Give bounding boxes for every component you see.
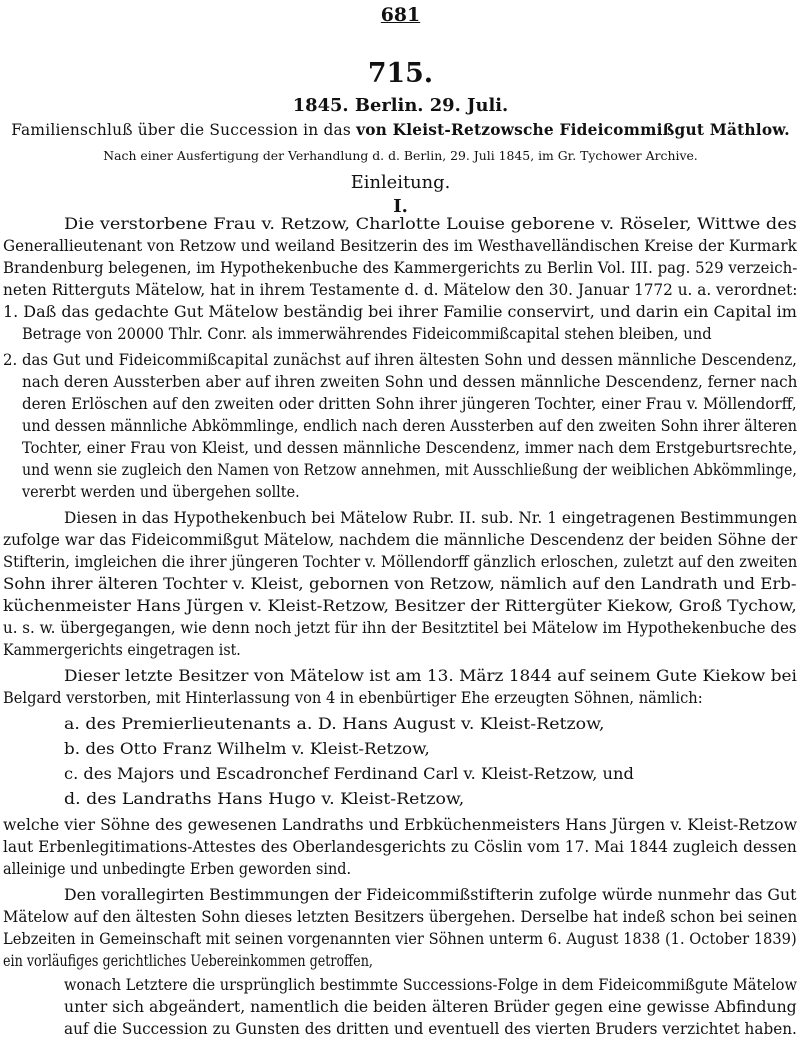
list-item: b. des Otto Franz Wilhelm v. Kleist-Retzow, (64, 740, 430, 758)
title-text: Familienschluß über die Succession in das (11, 121, 351, 139)
text-line: Dieser letzte Besitzer von Mätelow ist am 13. März 1844 auf seinem Gute Kiekow bei (64, 667, 797, 685)
text-line: u. s. w. übergegangen, wie denn noch jetzt für ihn der Besitztitel bei Mätelow im Hypothekenbuche des (3, 619, 797, 637)
text-line: wonach Letztere die ursprünglich bestimmte Successions-Folge in dem Fideicommißgute Mätelow (64, 976, 797, 994)
text-line: Diesen in das Hypothekenbuch bei Mätelow Rubr. II. sub. Nr. 1 eingetragenen Bestimmungen (64, 509, 798, 527)
text-line: Die verstorbene Frau v. Retzow, Charlotte Louise geborene v. Röseler, Wittwe des (64, 215, 797, 233)
text-line: alleinige und unbedingte Erben geworden sind. (3, 860, 352, 878)
source-note: Nach einer Ausfertigung der Verhandlung d. d. Berlin, 29. Juli 1845, im Gr. Tychower Archive. (103, 148, 698, 163)
section-number: I. (393, 196, 408, 217)
text-line: unter sich abgeändert, namentlich die beiden älteren Brüder gegen eine gewisse Abfindung (64, 998, 797, 1016)
text-line: küchenmeister Hans Jürgen v. Kleist-Retzow, Besitzer der Rittergüter Kiekow, Groß Tychow, (3, 597, 797, 615)
text-line: Den voralleg​irten Bestimmungen der Fideicommißstifterin zufolge würde nunmehr das Gut (64, 886, 797, 904)
document-title (3, 120, 798, 139)
list-item: c. des Majors und Escadronchef Ferdinand Carl v. Kleist-Retzow, und (64, 765, 634, 783)
text-line: 2. das Gut und Fideicommißcapital zunächst auf ihren ältesten Sohn und dessen männliche Descendenz, (3, 351, 797, 369)
text-line: Brandenburg belegenen, im Hypothekenbuche des Kammergerichts zu Berlin Vol. III. pag. 529 verzeich- (3, 259, 798, 277)
text-line: 1. Daß das gedachte Gut Mätelow beständig bei ihrer Familie conservirt, und darin ein Capital im (3, 303, 797, 321)
text-line: nach deren Aussterben aber auf ihren zweiten Sohn und dessen männliche Descendenz, ferner nach (22, 373, 798, 391)
text-line: zufolge war das Fideicommißgut Mätelow, nachdem die männliche Descendenz der beiden Söhne der (3, 531, 798, 549)
text-line: Kammergerichts eingetragen ist. (3, 641, 241, 659)
title-estate-name: von Kleist-Retzowsche Fideicommißgut Mäthlow. (356, 120, 790, 139)
text-line: Betrage von 20000 Thlr. Conr. als immerwährendes Fideicommißcapital stehen bleiben, und (22, 325, 712, 343)
section-heading: Einleitung. (350, 172, 451, 193)
text-line: Lebzeiten in Gemeinschaft mit seinen vorgenannten vier Söhnen unterm 6. August 1838 (1. October 1839) (3, 930, 797, 948)
text-line: neten Ritterguts Mätelow, hat in ihrem Testamente d. d. Mätelow den 30. Januar 1772 u. a. verordnet: (3, 281, 798, 299)
text-line: vererbt werden und übergehen sollte. (22, 483, 300, 501)
text-line: auf die Succession zu Gunsten des dritten und eventuell des vierten Bruders verzichtet haben. (64, 1020, 797, 1038)
document-number: 715. (367, 58, 434, 89)
list-item: d. des Landraths Hans Hugo v. Kleist-Retzow, (64, 790, 465, 808)
text-line: laut Erbenlegitimations-Attestes des Oberlandesgerichts zu Cöslin vom 17. Mai 1844 zugleich dessen (3, 838, 797, 856)
text-line: Tochter, einer Frau von Kleist, und dessen männliche Descendenz, immer nach dem Erstgeburtsrechte, (22, 439, 798, 457)
text-line: Stifterin, imgleichen die ihrer jüngeren Tochter v. Möllendorff gänzlich erloschen, zuletzt auf den zweiten (3, 553, 798, 571)
text-line: deren Erlöschen auf den zweiten oder dritten Sohn ihrer jüngeren Tochter, einer Frau v. Möllendorff, (22, 395, 797, 413)
list-item: a. des Premierlieutenants a. D. Hans August v. Kleist-Retzow, (64, 715, 605, 733)
page-number: 681 (380, 4, 421, 26)
text-line: und dessen männliche Abkömmlinge, endlich nach deren Aussterben auf den zweiten Sohn ihrer älteren (22, 417, 798, 435)
text-line: Sohn ihrer älteren Tochter v. Kleist, gebornen von Retzow, nämlich auf den Landrath und Erb- (3, 575, 797, 593)
text-line: welche vier Söhne des gewesenen Landraths und Erbküchenmeisters Hans Jürgen v. Kleist-Retzow (3, 816, 798, 834)
text-line: Belgard verstorben, mit Hinterlassung von 4 in ebenbürtiger Ehe erzeugten Söhnen, nämlich: (3, 689, 703, 707)
text-line: und wenn sie zugleich den Namen von Retzow annehmen, mit Ausschließung der weiblichen Abkömmlinge, (22, 461, 797, 479)
date-line: 1845. Berlin. 29. Juli. (292, 95, 509, 116)
text-line: Mätelow auf den ältesten Sohn dieses letzten Besitzers übergehen. Derselbe hat indeß schon bei seinen (3, 908, 798, 926)
text-line: ein vorläufiges gerichtliches Uebereinkommen getroffen, (3, 952, 373, 970)
text-line: Generallieutenant von Retzow und weiland Besitzerin des im Westhavelländischen Kreise der Kurmark (3, 237, 797, 255)
